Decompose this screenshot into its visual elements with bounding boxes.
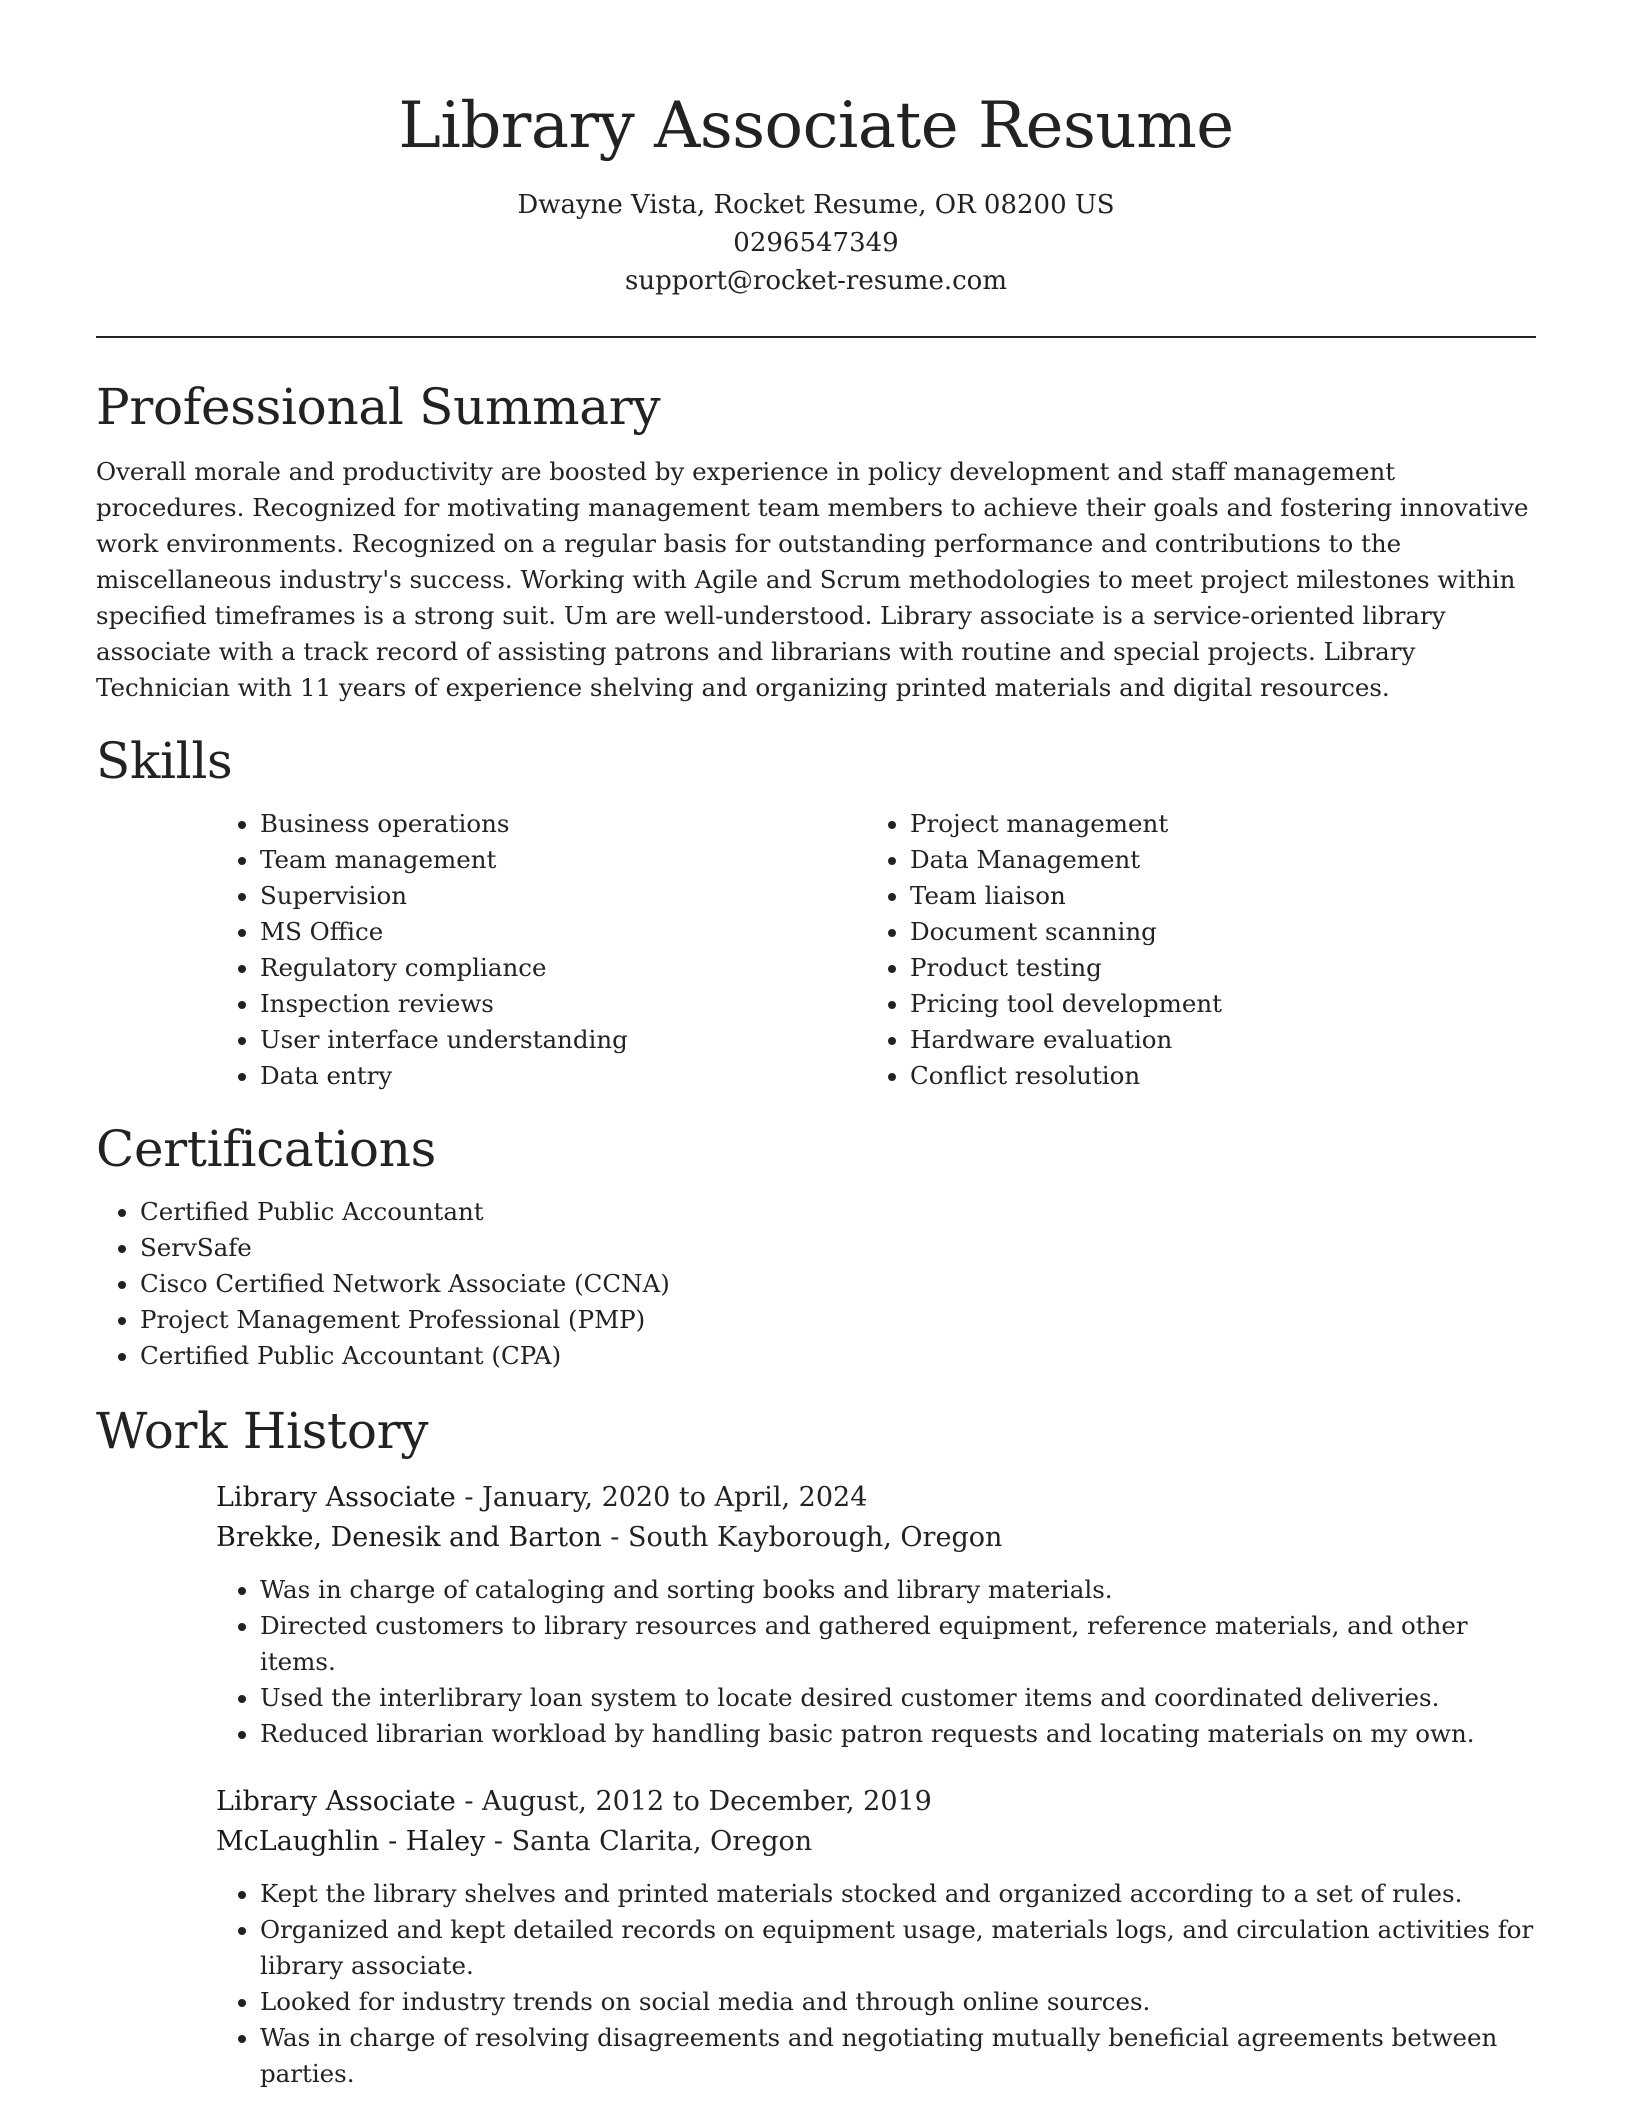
work-history-section (96, 1398, 1536, 2092)
certification-item: • ServSafe (140, 1230, 1536, 1266)
job-title-line (216, 1478, 1536, 1518)
job-dates: - August, 2012 to December, 2019 (455, 1786, 932, 1817)
skill-item: • Data entry (260, 1058, 866, 1094)
certification-item: • Project Management Professional (PMP) (140, 1302, 1536, 1338)
job-company: Brekke, Denesik and Barton (216, 1522, 602, 1553)
header-divider (96, 336, 1536, 338)
skill-item: • Project management (910, 806, 1516, 842)
job-entry (216, 1782, 1536, 2092)
skills-section (96, 728, 1536, 1094)
job-duty-item: • Organized and kept detailed records on equipment usage, materials logs, and circulation activities for library associate. (260, 1912, 1536, 1984)
contact-phone: 0296547349 (733, 228, 899, 258)
certification-item: • Cisco Certified Network Associate (CCNA) (140, 1266, 1536, 1302)
skills-grid (216, 806, 1536, 1094)
skill-item: • Business operations (260, 806, 866, 842)
job-location: - Santa Clarita, Oregon (485, 1826, 813, 1857)
skill-item: • Conflict resolution (910, 1058, 1516, 1094)
job-duty-item: • Used the interlibrary loan system to locate desired customer items and coordinated deliveries. (260, 1680, 1536, 1716)
job-company-line (216, 1822, 1536, 1862)
job-company: McLaughlin - Haley (216, 1826, 486, 1857)
skill-item: • Document scanning (910, 914, 1516, 950)
contact-email: support@rocket-resume.com (624, 266, 1007, 296)
section-heading-certifications: Certifications (96, 1120, 436, 1178)
skill-item: • Inspection reviews (260, 986, 866, 1022)
job-company-line (216, 1518, 1536, 1558)
certification-item: • Certified Public Accountant (140, 1194, 1536, 1230)
skill-item: • Team liaison (910, 878, 1516, 914)
job-title: Library Associate (216, 1482, 456, 1513)
skill-item: • MS Office (260, 914, 866, 950)
section-heading-work-history: Work History (96, 1402, 429, 1460)
job-title-line (216, 1782, 1536, 1822)
skill-item: • Regulatory compliance (260, 950, 866, 986)
job-duties-list (216, 1572, 1536, 1752)
summary-text: Overall morale and productivity are boosted by experience in policy development and staff management procedures. Recognized for motivating management team members to achieve their goals and fostering innovative work environments. Recognized on a regular basis for outstanding performance and contributions to the miscellaneous industry's success. Working with Agile and Scrum methodologies to meet project milestones within specified timeframes is a strong suit. Um are well-understood. Library associate is a service-oriented library associate with a track record of assisting patrons and librarians with routine and special projects. Library Technician with 11 years of experience shelving and organizing printed materials and digital resources. (96, 457, 1529, 702)
professional-summary-section (96, 374, 1536, 706)
skill-item: • User interface understanding (260, 1022, 866, 1058)
skills-list-left (216, 806, 866, 1094)
contact-address: Dwayne Vista, Rocket Resume, OR 08200 US (517, 190, 1115, 220)
skill-item: • Data Management (910, 842, 1516, 878)
skill-item: • Product testing (910, 950, 1516, 986)
contact-info (96, 186, 1536, 300)
job-dates: - January, 2020 to April, 2024 (455, 1482, 868, 1513)
job-location: - South Kayborough, Oregon (601, 1522, 1003, 1553)
skill-item: • Team management (260, 842, 866, 878)
skill-item: • Hardware evaluation (910, 1022, 1516, 1058)
skills-list-right (866, 806, 1516, 1094)
job-title: Library Associate (216, 1786, 456, 1817)
job-entry (216, 1478, 1536, 1752)
section-heading-skills: Skills (96, 732, 233, 790)
job-duty-item: • Directed customers to library resources and gathered equipment, reference materials, and other items. (260, 1608, 1536, 1680)
job-duty-item: • Reduced librarian workload by handling basic patron requests and locating materials on my own. (260, 1716, 1536, 1752)
skill-item: • Supervision (260, 878, 866, 914)
certifications-list (96, 1194, 1536, 1374)
job-duty-item: • Kept the library shelves and printed materials stocked and organized according to a set of rules. (260, 1876, 1536, 1912)
job-duties-list (216, 1876, 1536, 2092)
skill-item: • Pricing tool development (910, 986, 1516, 1022)
resume-title: Library Associate Resume (398, 89, 1234, 163)
job-duty-item: • Was in charge of cataloging and sorting books and library materials. (260, 1572, 1536, 1608)
job-duty-item: • Was in charge of resolving disagreements and negotiating mutually beneficial agreements between parties. (260, 2020, 1536, 2092)
section-heading-summary: Professional Summary (96, 378, 661, 436)
certifications-section (96, 1116, 1536, 1374)
job-duty-item: • Looked for industry trends on social media and through online sources. (260, 1984, 1536, 2020)
resume-header (96, 0, 1536, 300)
certification-item: • Certified Public Accountant (CPA) (140, 1338, 1536, 1374)
